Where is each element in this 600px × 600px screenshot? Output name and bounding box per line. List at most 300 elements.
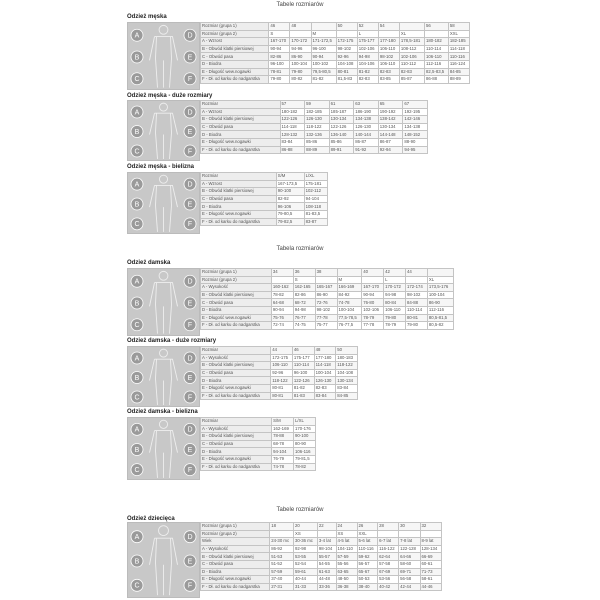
table-cell: 84-85 xyxy=(448,68,469,76)
table-cell xyxy=(290,30,311,38)
row-label: B - Obwód klatki piersiowej xyxy=(201,291,272,299)
table-cell: 53-56 xyxy=(378,576,399,584)
svg-text:E: E xyxy=(187,374,193,382)
table-cell: 96-100 xyxy=(269,60,290,68)
table-cell: 90-100 xyxy=(294,433,316,441)
table-cell: 78-81 xyxy=(269,68,290,76)
svg-text:F: F xyxy=(187,466,193,474)
table-cell xyxy=(378,530,399,538)
table-cell: 84-88 xyxy=(406,299,428,307)
svg-text:A: A xyxy=(134,355,140,363)
table-cell: 72-74 xyxy=(271,322,293,330)
table-cell: 56-58 xyxy=(399,576,420,584)
row-label: B - Obwód klatki piersiowej xyxy=(201,188,277,196)
row-label: A - Wzrost xyxy=(201,38,269,46)
row-label: B - Obwód klatki piersiowej xyxy=(201,45,269,53)
svg-text:D: D xyxy=(187,355,193,363)
row-label: Rozmiar (grupa 2) xyxy=(201,276,272,284)
body-diagram-women xyxy=(127,268,200,336)
table-cell: 51-52 xyxy=(270,560,294,568)
table-cell: 48 xyxy=(314,347,336,355)
table-cell: 59-61 xyxy=(294,568,318,576)
row-label: F - Dł. od karku do nadgarstka xyxy=(201,392,271,400)
svg-text:A: A xyxy=(134,426,140,434)
table-cell: 126-130 xyxy=(314,377,336,385)
table-cell: 170-172 xyxy=(290,38,311,46)
body-diagram-women-underwear xyxy=(127,417,200,480)
table-cell: 108-112 xyxy=(399,45,424,53)
table-cell: 110-112 xyxy=(399,60,424,68)
table-cell: 80,5-81,5 xyxy=(427,314,453,322)
table-cell: 114-118 xyxy=(280,123,305,131)
row-label: E - Długość wew.nogawki xyxy=(201,455,272,463)
table-cell: 71-73 xyxy=(420,568,441,576)
table-row xyxy=(201,210,328,218)
table-cell: 172-174 xyxy=(406,284,428,292)
body-diagram-men-large xyxy=(127,100,200,161)
table-cell: 85-86 xyxy=(329,138,354,146)
table-cell: 69-71 xyxy=(399,568,420,576)
table-cell: 86-87 xyxy=(378,138,403,146)
table-cell: 102-112 xyxy=(304,188,327,196)
row-label: C - Obwód pasa xyxy=(201,369,271,377)
table-cell xyxy=(399,530,420,538)
table-cell: 48-50 xyxy=(336,576,357,584)
table-cell: 61-63 xyxy=(317,568,336,576)
table-row xyxy=(201,299,454,307)
table-cell: 104-110 xyxy=(336,545,357,553)
table-cell: 126-130 xyxy=(354,123,379,131)
table-cell: 58-61 xyxy=(420,576,441,584)
table-cell: 27-31 xyxy=(270,583,294,591)
table-cell xyxy=(362,276,384,284)
row-label: D - Biodra xyxy=(201,448,272,456)
table-cell: 94-104 xyxy=(304,195,327,203)
table-cell: 56-57 xyxy=(357,560,378,568)
table-cell: 94-98 xyxy=(357,53,378,61)
table-cell: 148-152 xyxy=(403,131,428,139)
table-cell: 82-92 xyxy=(276,195,304,203)
svg-text:F: F xyxy=(187,76,193,84)
table-cell: 22 xyxy=(317,523,336,531)
svg-text:A: A xyxy=(134,278,140,286)
row-label: Rozmiar xyxy=(201,101,281,109)
table-cell: 100-104 xyxy=(337,306,362,314)
table-cell: 28 xyxy=(378,523,399,531)
table-cell: 84-85 xyxy=(336,392,358,400)
table-cell: 106-110 xyxy=(425,53,449,61)
table-cell: 122-126 xyxy=(329,123,354,131)
table-cell: 140-144 xyxy=(354,131,379,139)
table-cell: 42 xyxy=(384,269,406,277)
svg-text:E: E xyxy=(187,201,193,209)
table-cell: 175-177 xyxy=(292,354,314,362)
table-cell: 76-80 xyxy=(362,299,384,307)
table-cell: 102-106 xyxy=(357,45,378,53)
svg-text:C: C xyxy=(134,582,140,590)
table-cell: 86-90 xyxy=(427,299,453,307)
table-cell: 83-84 xyxy=(314,392,336,400)
size-table-women-underwear xyxy=(200,417,316,471)
table-cell: 53-55 xyxy=(294,553,318,561)
row-label: F - Dł. od karku do nadgarstka xyxy=(201,322,272,330)
table-cell: 106-110 xyxy=(378,45,399,53)
table-row xyxy=(201,347,358,355)
svg-text:F: F xyxy=(187,322,193,330)
table-cell: 26 xyxy=(357,523,378,531)
table-cell: L/XL xyxy=(294,418,316,426)
table-cell: 72-76 xyxy=(315,299,337,307)
table-cell: 106-116 xyxy=(294,448,316,456)
table-cell: 58-60 xyxy=(399,560,420,568)
table-row xyxy=(201,53,470,61)
table-cell: 30-36 mc xyxy=(294,538,318,546)
table-cell: 48 xyxy=(290,23,311,31)
table-cell: 130-134 xyxy=(378,123,403,131)
table-cell: 56 xyxy=(425,23,449,31)
table-cell: 138-142 xyxy=(378,116,403,124)
table-cell: 118-122 xyxy=(336,362,358,370)
table-row xyxy=(201,538,442,546)
table-cell: 80,5-82 xyxy=(427,322,453,330)
table-cell: 114-118 xyxy=(448,45,469,53)
table-cell: 96-106 xyxy=(276,203,304,211)
table-cell: 24 xyxy=(336,523,357,531)
table-cell: 108-118 xyxy=(304,203,327,211)
table-row xyxy=(201,180,328,188)
table-cell: 66-69 xyxy=(420,553,441,561)
table-cell: 160-162 xyxy=(271,284,293,292)
table-cell: 130-134 xyxy=(329,116,354,124)
table-row xyxy=(201,433,316,441)
table-row xyxy=(201,418,316,426)
table-cell: 81-82 xyxy=(311,76,336,84)
table-cell: 83-87 xyxy=(304,218,327,226)
table-cell: 54 xyxy=(378,23,399,31)
table-cell: M xyxy=(337,276,362,284)
table-cell: 37-40 xyxy=(270,576,294,584)
row-label: D - Biodra xyxy=(201,203,277,211)
row-label: A - Wzrost xyxy=(201,180,277,188)
table-cell: 94-95 xyxy=(403,146,428,154)
svg-text:D: D xyxy=(187,426,193,434)
table-cell: 80-81 xyxy=(271,384,293,392)
table-row xyxy=(201,45,470,53)
table-cell: 38-40 xyxy=(357,583,378,591)
table-row xyxy=(201,76,470,84)
table-cell: 182-185 xyxy=(305,108,330,116)
section-title-women-underwear: Odzież damska - bielizna xyxy=(127,409,198,415)
table-row xyxy=(201,425,316,433)
table-row xyxy=(201,218,328,226)
size-table-women-large xyxy=(200,346,358,400)
table-cell: 98-102 xyxy=(378,53,399,61)
table-cell: 86-90 xyxy=(315,291,337,299)
table-cell: 24-30 mc xyxy=(270,538,294,546)
table-cell: 162-165 xyxy=(293,284,315,292)
body-silhouette-icon xyxy=(128,523,199,599)
svg-text:E: E xyxy=(187,54,193,62)
table-cell: 5-6 lat xyxy=(357,538,378,546)
table-row xyxy=(201,173,328,181)
row-label: Rozmiar (grupa 2) xyxy=(201,30,269,38)
table-cell: 82-83 xyxy=(399,68,424,76)
table-cell: 81-82 xyxy=(357,68,378,76)
table-cell: 110-114 xyxy=(425,45,449,53)
table-cell: 110-116 xyxy=(357,545,378,553)
table-row xyxy=(201,291,454,299)
table-cell: 116-124 xyxy=(448,60,469,68)
table-cell: 38 xyxy=(315,269,337,277)
table-row xyxy=(201,545,442,553)
table-cell: 42-44 xyxy=(399,583,420,591)
svg-text:E: E xyxy=(187,446,193,454)
table-row xyxy=(201,146,428,154)
table-cell: S xyxy=(293,276,315,284)
table-cell: 122-126 xyxy=(292,377,314,385)
table-cell: 82-83 xyxy=(378,68,399,76)
table-cell: 178,5-181 xyxy=(399,38,424,46)
row-label: D - Biodra xyxy=(201,60,269,68)
body-silhouette-icon xyxy=(128,269,199,337)
section-title-men-large: Odzież męska - duże rozmiary xyxy=(127,93,213,99)
svg-text:C: C xyxy=(134,76,140,84)
table-cell: S/M xyxy=(272,418,294,426)
table-cell: 122-128 xyxy=(399,545,420,553)
table-cell xyxy=(420,530,441,538)
table-cell: 79-81,5 xyxy=(294,455,316,463)
table-cell: 77-78 xyxy=(315,314,337,322)
row-label: Rozmiar (grupa 1) xyxy=(201,269,272,277)
table-cell: 75-77 xyxy=(315,322,337,330)
body-diagram-women-large xyxy=(127,346,200,407)
table-cell: 79-80,5 xyxy=(276,210,304,218)
table-cell: 134-138 xyxy=(354,116,379,124)
table-cell xyxy=(425,30,449,38)
page-heading-bottom: Tabele rozmiarów xyxy=(276,507,324,513)
table-cell: 100-104 xyxy=(427,291,453,299)
table-row xyxy=(201,553,442,561)
row-label: A - Wysokość xyxy=(201,425,272,433)
svg-text:B: B xyxy=(134,558,140,566)
table-cell xyxy=(271,276,293,284)
svg-text:B: B xyxy=(134,300,140,308)
table-cell: 60-61 xyxy=(420,560,441,568)
table-cell: 34 xyxy=(271,269,293,277)
table-cell: 86-92 xyxy=(270,545,294,553)
table-cell: 98-102 xyxy=(336,45,357,53)
table-cell: 65-67 xyxy=(357,568,378,576)
row-label: F - Dł. od karku do nadgarstka xyxy=(201,146,281,154)
table-cell: 83-85 xyxy=(378,76,399,84)
table-row xyxy=(201,440,316,448)
table-cell: 190-192 xyxy=(378,108,403,116)
table-cell: 88-89 xyxy=(305,146,330,154)
table-row xyxy=(201,560,442,568)
table-row xyxy=(201,68,470,76)
svg-text:D: D xyxy=(187,181,193,189)
table-cell: 80-90 xyxy=(294,440,316,448)
table-cell: 52-54 xyxy=(294,560,318,568)
row-label: B - Obwód klatki piersiowej xyxy=(201,362,271,370)
table-cell: 3-4 lat xyxy=(317,538,336,546)
table-cell: 40-44 xyxy=(294,576,318,584)
table-cell: 165-167 xyxy=(315,284,337,292)
table-cell: 85-87 xyxy=(399,76,424,84)
row-label: F - Dł. od karku do nadgarstka xyxy=(201,218,277,226)
table-cell: 173,5-176 xyxy=(427,284,453,292)
table-cell: 94-96 xyxy=(290,45,311,53)
row-label: C - Obwód pasa xyxy=(201,560,270,568)
section-title-men-underwear: Odzież męska - bielizna xyxy=(127,164,195,170)
table-cell: 170-172 xyxy=(384,284,406,292)
table-cell: L/XL xyxy=(304,173,327,181)
table-cell: 172-175 xyxy=(271,354,293,362)
table-cell: 167-170 xyxy=(269,38,290,46)
table-cell: 90-94 xyxy=(362,291,384,299)
table-cell: 20 xyxy=(294,523,318,531)
svg-text:A: A xyxy=(134,181,140,189)
table-cell: L xyxy=(384,276,406,284)
size-table-kids xyxy=(200,522,442,591)
table-cell: 79-80 xyxy=(290,68,311,76)
table-cell: 118-122 xyxy=(271,377,293,385)
table-cell: 59 xyxy=(305,101,330,109)
table-cell: 175-181 xyxy=(304,180,327,188)
table-row xyxy=(201,369,358,377)
table-cell: 180-182 xyxy=(280,108,305,116)
size-table-men-large xyxy=(200,100,428,154)
table-row xyxy=(201,38,470,46)
row-label: E - Długość wew.nogawki xyxy=(201,314,272,322)
table-cell: 162-169 xyxy=(272,425,294,433)
svg-text:F: F xyxy=(187,394,193,402)
table-row xyxy=(201,530,442,538)
svg-text:B: B xyxy=(134,446,140,454)
table-cell: 177-180 xyxy=(378,38,399,46)
table-cell xyxy=(336,30,357,38)
table-cell xyxy=(406,276,428,284)
table-cell: 32 xyxy=(420,523,441,531)
table-cell: 89-91 xyxy=(329,146,354,154)
svg-text:E: E xyxy=(187,558,193,566)
table-cell: 128-134 xyxy=(420,545,441,553)
table-row xyxy=(201,568,442,576)
table-row xyxy=(201,392,358,400)
table-cell: 44-46 xyxy=(420,583,441,591)
table-cell: 58 xyxy=(448,23,469,31)
table-cell: 92-96 xyxy=(336,53,357,61)
row-label: E - Długość wew.nogawki xyxy=(201,68,269,76)
table-cell: 75-76 xyxy=(271,314,293,322)
table-cell: 92-94 xyxy=(378,146,403,154)
table-cell xyxy=(378,30,399,38)
table-cell: 84-92 xyxy=(337,291,362,299)
table-cell: 106-110 xyxy=(271,362,293,370)
section-title-women-large: Odzież damska - duże rozmiary xyxy=(127,338,217,344)
svg-text:B: B xyxy=(134,374,140,382)
body-silhouette-icon xyxy=(128,418,199,481)
table-cell: 44 xyxy=(406,269,428,277)
svg-text:F: F xyxy=(187,221,193,229)
row-label: C - Obwód pasa xyxy=(201,299,272,307)
table-cell: 100-104 xyxy=(290,60,311,68)
table-cell: XS xyxy=(294,530,318,538)
table-cell: 64-68 xyxy=(271,299,293,307)
table-cell: 51-53 xyxy=(270,553,294,561)
table-cell: 6-7 lat xyxy=(378,538,399,546)
svg-text:A: A xyxy=(134,533,140,541)
table-cell: 186-190 xyxy=(354,108,379,116)
svg-text:E: E xyxy=(187,128,193,136)
table-cell: 91-92 xyxy=(354,146,379,154)
table-cell xyxy=(311,23,336,31)
table-cell: 81-83,5 xyxy=(304,210,327,218)
row-label: F - Dł. od karku do nadgarstka xyxy=(201,583,270,591)
table-cell: 79-80 xyxy=(406,322,428,330)
table-cell: 166-169 xyxy=(337,284,362,292)
table-cell: M xyxy=(311,30,336,38)
table-cell: 78-82 xyxy=(271,291,293,299)
table-cell: 50 xyxy=(336,23,357,31)
table-row xyxy=(201,123,428,131)
table-cell: S/M xyxy=(276,173,304,181)
table-cell: 54-55 xyxy=(317,560,336,568)
row-label: C - Obwód pasa xyxy=(201,440,272,448)
table-cell: 110-114 xyxy=(406,306,428,314)
table-row xyxy=(201,23,470,31)
table-row xyxy=(201,314,454,322)
table-cell: 74-75 xyxy=(293,322,315,330)
row-label: Rozmiar (grupa 2) xyxy=(201,530,270,538)
table-cell xyxy=(399,23,424,31)
table-cell: 44-48 xyxy=(317,576,336,584)
table-cell: 30 xyxy=(399,523,420,531)
svg-text:A: A xyxy=(134,109,140,117)
body-diagram-kids xyxy=(127,522,200,598)
table-row xyxy=(201,276,454,284)
table-cell: 112-116 xyxy=(427,306,453,314)
table-cell: XL xyxy=(399,30,424,38)
table-row xyxy=(201,322,454,330)
table-cell: 80-82 xyxy=(290,76,311,84)
body-silhouette-icon xyxy=(128,23,199,91)
table-cell: 86-88 xyxy=(280,146,305,154)
table-cell: 57-58 xyxy=(378,560,399,568)
table-cell: 68-72 xyxy=(293,299,315,307)
table-cell: 83-84 xyxy=(336,384,358,392)
table-cell: 100-102 xyxy=(311,60,336,68)
table-row xyxy=(201,576,442,584)
table-row xyxy=(201,463,316,471)
size-table-women xyxy=(200,268,454,330)
table-cell: 102-106 xyxy=(399,53,424,61)
table-cell: 46 xyxy=(269,23,290,31)
table-cell: 106-110 xyxy=(384,306,406,314)
table-cell: 57-59 xyxy=(336,553,357,561)
table-cell: 82-86 xyxy=(293,291,315,299)
body-silhouette-icon xyxy=(128,101,199,162)
table-cell: 8-9 lat xyxy=(420,538,441,546)
table-cell: 132-136 xyxy=(305,131,330,139)
table-cell: 79-82,5 xyxy=(276,218,304,226)
svg-text:B: B xyxy=(134,201,140,209)
section-title-women: Odzież damska xyxy=(127,260,171,266)
table-cell: 78-82 xyxy=(294,463,316,471)
table-cell: 126-130 xyxy=(305,116,330,124)
table-cell: 65 xyxy=(378,101,403,109)
svg-text:D: D xyxy=(187,32,193,40)
